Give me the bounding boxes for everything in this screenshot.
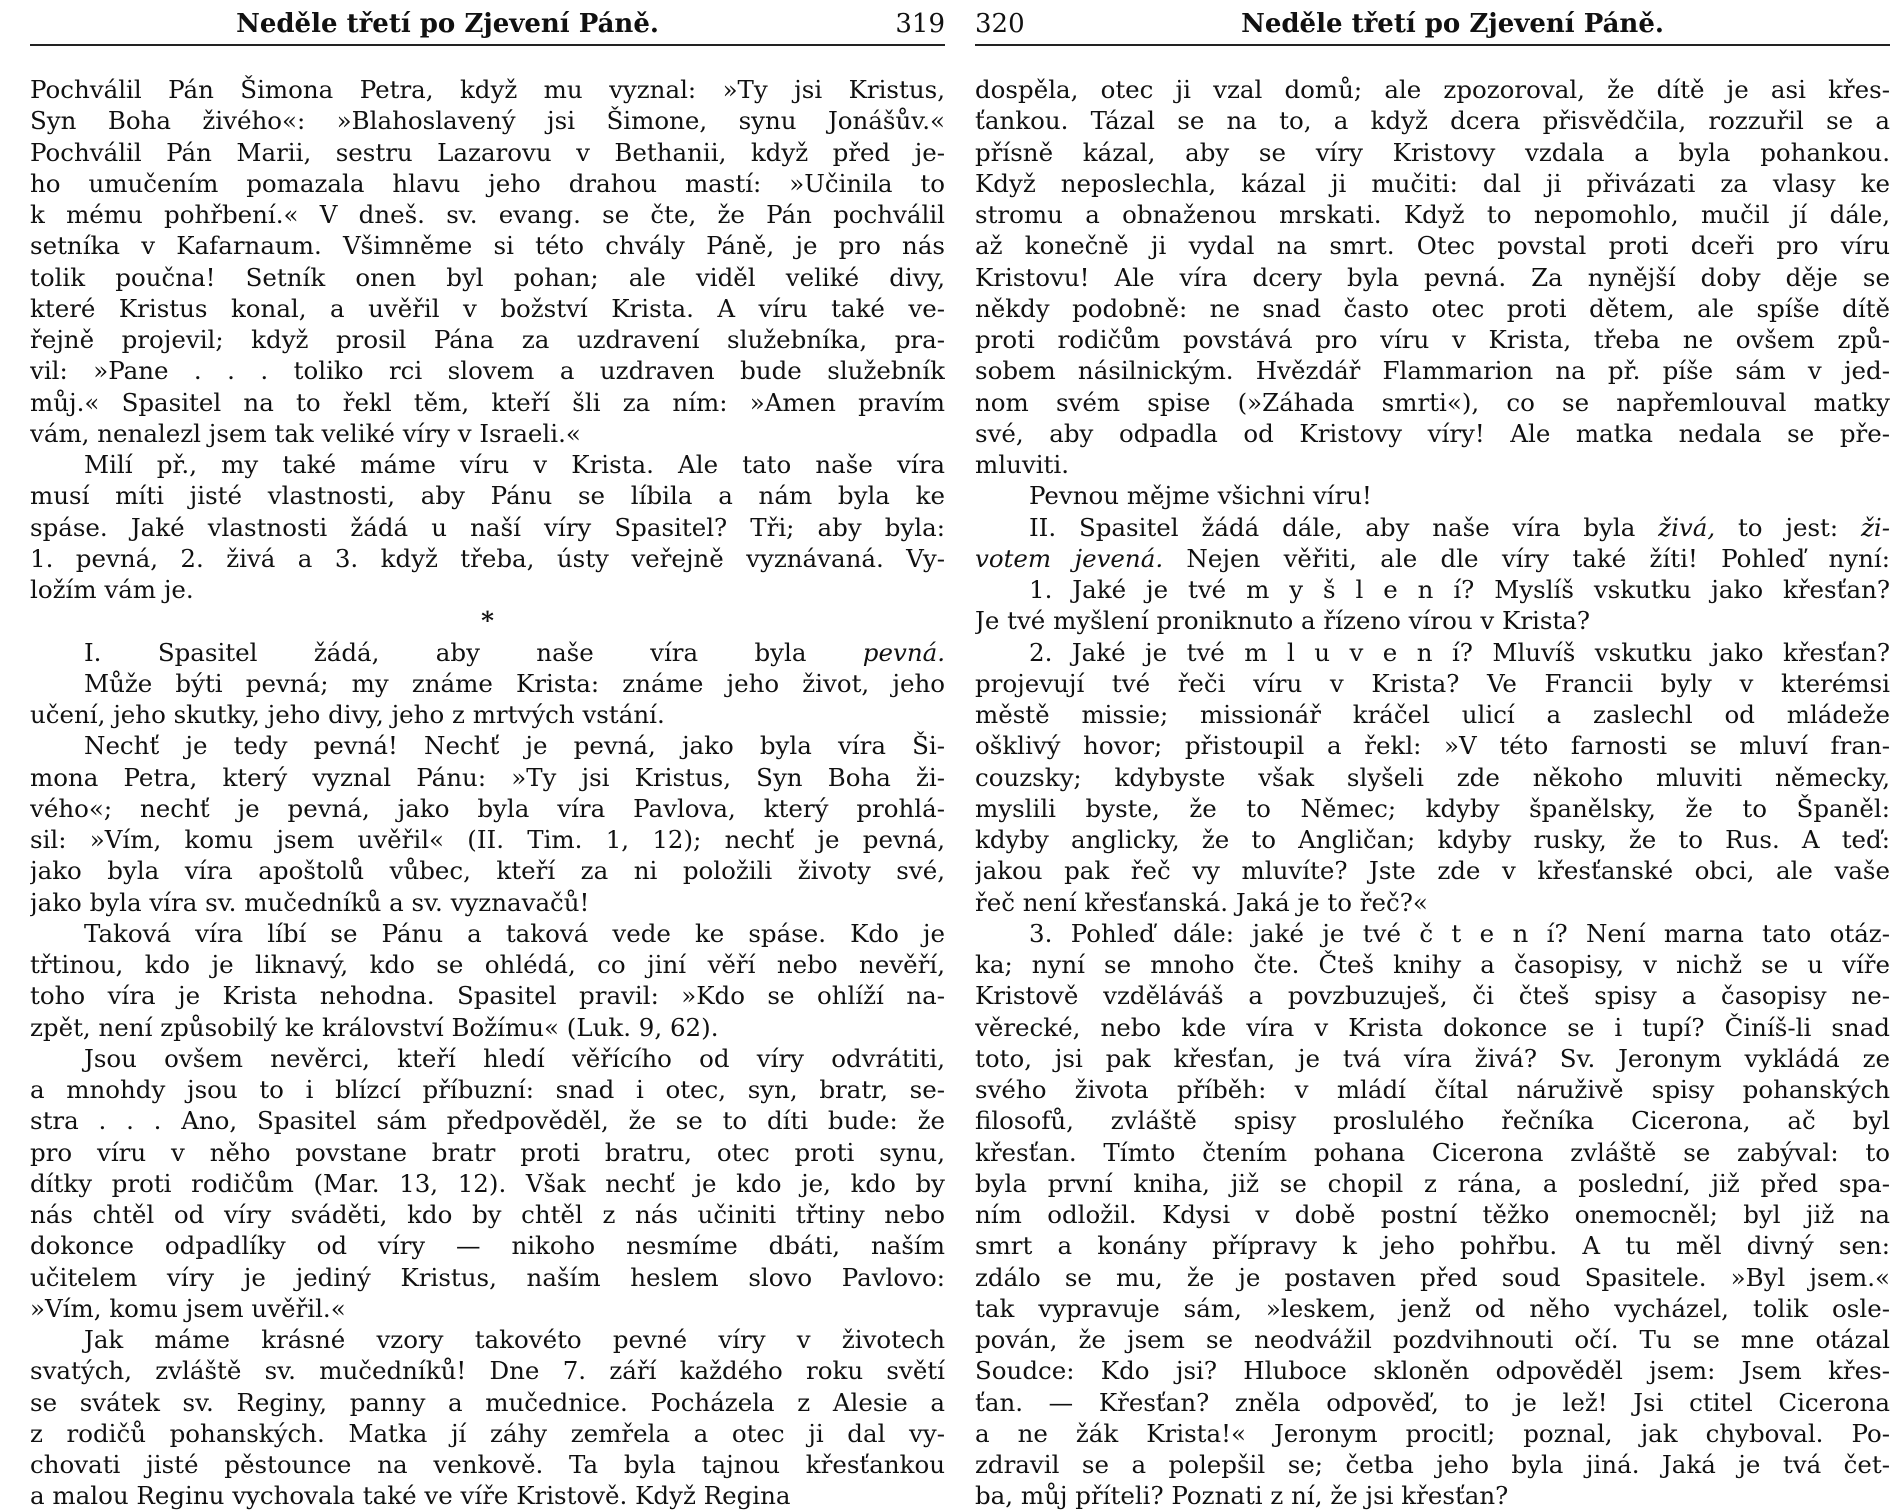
emphasis-text: pevná. xyxy=(862,637,945,667)
line-text: ním odložil. Kdysi v době postní těžko onemocněl; byl již na xyxy=(975,1200,1890,1229)
right-text-line xyxy=(975,387,1890,418)
line-text: jako byla víra sv. mučedníků a sv. vyznavačů! xyxy=(30,887,590,917)
right-text-line xyxy=(975,512,1890,543)
line-text: I. Spasitel žádá, aby naše víra byla xyxy=(84,637,807,667)
line-text: zdravil se a polepšil se; četba jeho byla jiná. Jaká je tvá čet- xyxy=(975,1450,1890,1479)
left-text-line xyxy=(30,199,945,230)
line-text: učení, jeho skutky, jeho divy, jeho z mrtvých vstání. xyxy=(30,700,665,729)
left-text-line xyxy=(30,699,945,730)
left-text-line xyxy=(30,449,945,480)
left-text-line xyxy=(30,1262,945,1293)
line-text: můj.« Spasitel na to řekl těm, kteří šli za ním: »Amen pravím xyxy=(30,387,945,417)
line-text: své, aby odpadla od Kristovy víry! Ale matka nedala se pře- xyxy=(975,418,1890,448)
line-text: třtinou, kdo je liknavý, kdo se ohlédá, co jiní věří nebo nevěří, xyxy=(30,950,945,979)
right-page-body xyxy=(975,74,1890,1512)
left-text-line xyxy=(30,293,945,324)
left-text-line xyxy=(30,1355,945,1386)
right-text-line xyxy=(975,105,1890,136)
line-text: městě missie; missionář kráčel ulicí a zaslechl od mládeže xyxy=(975,700,1890,729)
right-text-line xyxy=(975,793,1890,824)
left-page-body xyxy=(30,74,945,1512)
left-text-line xyxy=(30,1387,945,1418)
right-text-line xyxy=(975,949,1890,980)
line-text: vého«; nechť je pevná, jako byla víra Pavlova, který prohlá- xyxy=(30,793,945,823)
line-text: jakou pak řeč vy mluvíte? Jste zde v křesťanské obci, ale vaše xyxy=(975,856,1890,886)
line-text: ťankou. Tázal se na to, a když dcera přisvědčila, rozzuřil se a xyxy=(975,106,1890,136)
right-text-line xyxy=(975,230,1890,261)
line-text: k mému pohřbení.« V dneš. sv. evang. se čte, že Pán pochválil xyxy=(30,200,945,229)
line-text: votem jevená. xyxy=(975,543,1164,573)
line-text: vil: »Pane . . . toliko rci slovem a uzdraven bude služebník xyxy=(30,356,945,386)
right-text-line xyxy=(975,1449,1890,1480)
left-text-line xyxy=(30,168,945,199)
right-text-line xyxy=(975,449,1890,480)
line-text: ka; nyní se mnoho čte. Čteš knihy a časopisy, v nichž se u víře xyxy=(975,950,1890,979)
right-text-line xyxy=(975,543,1890,574)
left-text-line xyxy=(30,1199,945,1230)
right-text-line xyxy=(975,574,1890,605)
left-text-line xyxy=(30,418,945,449)
line-text: ťan. — Křesťan? zněla odpověď, to je lež! Jsi ctitel Cicerona xyxy=(975,1387,1890,1417)
right-text-line xyxy=(975,168,1890,199)
left-text-line xyxy=(30,605,945,636)
line-text: až konečně ji vydal na smrt. Otec povstal proti dceři pro víru xyxy=(975,231,1890,261)
line-text: sil: »Vím, komu jsem uvěřil« (II. Tim. 1, 12); nechť je pevná, xyxy=(30,825,945,854)
right-text-line xyxy=(975,918,1890,949)
line-text: stra . . . Ano, Spasitel sám předpověděl, že se to díti bude: že xyxy=(30,1106,945,1136)
right-text-line xyxy=(975,1355,1890,1386)
left-text-line xyxy=(30,762,945,793)
line-text: pován, že jsem se neodvážil pozdvihnouti očí. Tu se mne otázal xyxy=(975,1325,1890,1354)
line-text: vám, nenalezl jsem tak veliké víry v Israeli.« xyxy=(30,418,581,448)
left-text-line xyxy=(30,105,945,136)
line-text: toho víra je Krista nehodna. Spasitel pravil: »Kdo se ohlíží na- xyxy=(30,981,945,1011)
right-text-line xyxy=(975,1230,1890,1261)
line-text: svatých, zvláště sv. mučedníků! Dne 7. září každého roku světí xyxy=(30,1356,945,1386)
right-text-line xyxy=(975,855,1890,886)
left-page-title: Neděle třetí po Zjevení Páně. xyxy=(236,9,659,39)
right-text-line xyxy=(975,1324,1890,1355)
line-text: Může býti pevná; my známe Krista: známe jeho život, jeho xyxy=(84,668,945,698)
line-text: jako byla víra apoštolů vůbec, kteří za ni položili životy své, xyxy=(30,856,945,886)
left-text-line xyxy=(30,730,945,761)
line-text: projevují tvé řeči víru v Krista? Ve Francii byly v kterémsi xyxy=(975,668,1890,698)
line-text: věrecké, nebo kde víra v Krista dokonce se i tupí? Činíš-li snad xyxy=(975,1012,1890,1042)
left-text-line xyxy=(30,480,945,511)
right-text-line xyxy=(975,668,1890,699)
right-text-line xyxy=(975,1480,1890,1511)
left-text-line xyxy=(30,262,945,293)
line-text: dospěla, otec ji vzal domů; ale zpozoroval, že dítě je asi křes- xyxy=(975,75,1890,104)
left-text-line xyxy=(30,1480,945,1511)
left-text-line xyxy=(30,1293,945,1324)
line-text: nás chtěl od víry sváděti, kdo by chtěl z nás učiniti třtiny nebo xyxy=(30,1200,945,1229)
left-text-line xyxy=(30,324,945,355)
line-text: Nechť je tedy pevná! Nechť je pevná, jako byla víra Ši- xyxy=(84,731,945,761)
line-text: 3. Pohleď dále: jaké je tvé č t e n í? Není marna tato otáz- xyxy=(1029,918,1890,948)
left-text-line xyxy=(30,512,945,543)
line-text: z rodičů pohanských. Matka jí záhy zemřela a otec ji dal vy- xyxy=(30,1418,945,1448)
left-text-line xyxy=(30,1324,945,1355)
line-text: mona Petra, který vyznal Pánu: »Ty jsi Kristus, Syn Boha ži- xyxy=(30,762,945,792)
left-text-line xyxy=(30,1074,945,1105)
right-text-line xyxy=(975,1418,1890,1449)
line-text: Syn Boha živého«: »Blahoslavený jsi Šimone, synu Jonášův.« xyxy=(30,106,945,136)
line-text: Jak máme krásné vzory takovéto pevné víry v životech xyxy=(84,1325,945,1354)
right-text-line xyxy=(975,293,1890,324)
left-text-line xyxy=(30,980,945,1011)
line-text: Když neposlechla, kázal ji mučiti: dal ji přivázati za vlasy ke xyxy=(975,168,1890,198)
left-text-line xyxy=(30,1230,945,1261)
left-page-number: 319 xyxy=(895,9,945,39)
right-text-line xyxy=(975,355,1890,386)
line-text: mluviti. xyxy=(975,450,1069,479)
line-text: pro víru v něho povstane bratr proti bratru, otec proti synu, xyxy=(30,1137,945,1167)
left-text-line xyxy=(30,1168,945,1199)
line-text: setníka v Kafarnaum. Všimněme si této chvály Páně, je pro nás xyxy=(30,231,945,261)
right-page-title: Neděle třetí po Zjevení Páně. xyxy=(1241,9,1664,39)
line-text: ošklivý hovor; přistoupil a řekl: »V této farnosti se mluví fran- xyxy=(975,731,1890,761)
line-text: zpět, není způsobilý ke království Božímu« (Luk. 9, 62). xyxy=(30,1012,719,1042)
emphasis-text: ži- xyxy=(1838,512,1890,542)
line-text: spáse. Jaké vlastnosti žádá u naší víry Spasitel? Tři; aby byla: xyxy=(30,512,945,542)
right-text-line xyxy=(975,262,1890,293)
line-text: řeč není křesťanská. Jaká je to řeč?« xyxy=(975,887,1428,917)
line-text: sobem násilnickým. Hvězdář Flammarion na př. píše sám v jed- xyxy=(975,356,1890,386)
left-text-line xyxy=(30,1012,945,1043)
right-text-line xyxy=(975,980,1890,1011)
line-text: někdy podobně: ne snad často otec proti dětem, ale spíše dítě xyxy=(975,293,1890,323)
line-text: Kristovu! Ale víra dcery byla pevná. Za nynější doby děje se xyxy=(975,262,1890,292)
right-text-line xyxy=(975,1012,1890,1043)
line-text: 2. Jaké je tvé m l u v e n í? Mluvíš vskutku jako křesťan? xyxy=(1029,637,1890,667)
right-text-line xyxy=(975,1199,1890,1230)
left-text-line xyxy=(30,824,945,855)
left-text-line xyxy=(30,793,945,824)
line-text: svého života příběh: v mládí čítal náruživě spisy pohanských xyxy=(975,1075,1890,1104)
line-text: křesťan. Tímto čtením pohana Cicerona zvláště se zabýval: to xyxy=(975,1137,1890,1167)
line-text: ho umučením pomazala hlavu jeho drahou mastí: »Učinila to xyxy=(30,168,945,198)
line-text: dítky proti rodičům (Mar. 13, 12). Však nechť je kdo je, kdo by xyxy=(30,1168,945,1198)
right-text-line xyxy=(975,480,1890,511)
line-text: a ne žák Krista!« Jeronym procitl; poznal, jak chyboval. Po- xyxy=(975,1418,1890,1448)
line-text: Jsou ovšem nevěrci, kteří hledí věřícího od víry odvrátiti, xyxy=(84,1043,945,1073)
left-text-line xyxy=(30,668,945,699)
right-text-line xyxy=(975,887,1890,918)
line-text: dokonce odpadlíky od víry — nikoho nesmíme dbáti, naším xyxy=(30,1231,945,1261)
left-text-line xyxy=(30,855,945,886)
line-text: smrt a konány přípravy k jeho pohřbu. A tu měl divný sen: xyxy=(975,1231,1890,1261)
line-text: které Kristus konal, a uvěřil v božství Krista. A víru také ve- xyxy=(30,293,945,323)
line-text: učitelem víry je jediný Kristus, naším heslem slovo Pavlovo: xyxy=(30,1262,945,1292)
right-page xyxy=(975,0,1890,1511)
line-text: Pochválil Pán Marii, sestru Lazarovu v Bethanii, když před je- xyxy=(30,137,945,167)
left-text-line xyxy=(30,574,945,605)
line-text: řejně projevil; když prosil Pána za uzdravení služebníka, pra- xyxy=(30,325,945,354)
left-text-line xyxy=(30,543,945,574)
left-text-line xyxy=(30,1105,945,1136)
line-text-continued: Nejen věřiti, ale dle víry také žíti! Pohleď nyní: xyxy=(1163,543,1890,573)
line-text: Pevnou mějme všichni víru! xyxy=(1029,481,1372,511)
line-text: přísně kázal, aby se víry Kristovy vzdala a byla pohankou. xyxy=(975,137,1890,167)
left-text-line xyxy=(30,1418,945,1449)
right-text-line xyxy=(975,605,1890,636)
right-text-line xyxy=(975,762,1890,793)
left-text-line xyxy=(30,949,945,980)
right-text-line xyxy=(975,1137,1890,1168)
left-text-line xyxy=(30,137,945,168)
line-text: musí míti jisté vlastnosti, aby Pánu se líbila a nám byla ke xyxy=(30,481,945,511)
left-page-header xyxy=(30,4,945,46)
right-page-number: 320 xyxy=(975,9,1025,39)
line-text: * xyxy=(481,606,494,636)
right-text-line xyxy=(975,137,1890,168)
left-text-line xyxy=(30,1043,945,1074)
line-text: Milí př., my také máme víru v Krista. Ale tato naše víra xyxy=(84,450,945,479)
line-text: 1. Jaké je tvé m y š l e n í? Myslíš vskutku jako křesťan? xyxy=(1029,575,1890,604)
right-text-line xyxy=(975,730,1890,761)
left-text-line xyxy=(30,887,945,918)
line-text-continued: to jest: xyxy=(1715,512,1839,542)
right-text-line xyxy=(975,324,1890,355)
right-text-line xyxy=(975,699,1890,730)
line-text: filosofů, zvláště spisy proslulého řečníka Cicerona, ač byl xyxy=(975,1106,1890,1136)
line-text: zdálo se mu, že je postaven před soud Spasitele. »Byl jsem.« xyxy=(975,1262,1890,1292)
line-text: ložím vám je. xyxy=(30,575,194,604)
line-text: se svátek sv. Reginy, panny a mučednice. Pocházela z Alesie a xyxy=(30,1387,945,1417)
line-text: ba, můj příteli? Poznati z ní, že jsi křesťan? xyxy=(975,1481,1509,1511)
line-text: a mnohdy jsou to i blízcí příbuzní: snad i otec, syn, bratr, se- xyxy=(30,1075,945,1104)
line-text: couzsky; kdybyste však slyšeli zde někoho mluviti německy, xyxy=(975,762,1890,792)
line-text: Je tvé myšlení proniknuto a řízeno vírou v Krista? xyxy=(975,606,1591,636)
left-text-line xyxy=(30,1449,945,1480)
line-text: tolik poučna! Setník onen byl pohan; ale viděl veliké divy, xyxy=(30,262,945,292)
line-text: nom svém spise (»Záhada smrti«), co se napřemlouval matky xyxy=(975,387,1890,417)
line-text: »Vím, komu jsem uvěřil.« xyxy=(30,1293,346,1323)
left-page xyxy=(30,0,945,1511)
right-text-line xyxy=(975,1105,1890,1136)
line-text: II. Spasitel žádá dále, aby naše víra byla xyxy=(1029,512,1636,542)
left-text-line xyxy=(30,1137,945,1168)
right-page-header xyxy=(975,4,1890,46)
line-text: Taková víra líbí se Pánu a taková vede ke spáse. Kdo je xyxy=(84,918,945,948)
line-text: chovati jisté pěstounce na venkově. Ta byla tajnou křesťankou xyxy=(30,1450,945,1479)
line-text: kdyby anglicky, že to Angličan; kdyby rusky, že to Rus. A teď: xyxy=(975,825,1890,854)
line-text: 1. pevná, 2. živá a 3. když třeba, ústy veřejně vyznávaná. Vy- xyxy=(30,543,945,573)
right-text-line xyxy=(975,824,1890,855)
line-text: stromu a obnaženou mrskati. Když to nepomohlo, mučil jí dále, xyxy=(975,200,1890,229)
right-text-line xyxy=(975,199,1890,230)
left-text-line xyxy=(30,637,945,668)
line-text: tak vypravuje sám, »leskem, jenž od něho vycházel, tolik osle- xyxy=(975,1293,1890,1323)
right-text-line xyxy=(975,1168,1890,1199)
line-text: Pochválil Pán Šimona Petra, když mu vyznal: »Ty jsi Kristus, xyxy=(30,75,945,104)
left-text-line xyxy=(30,918,945,949)
left-text-line xyxy=(30,230,945,261)
left-text-line xyxy=(30,74,945,105)
line-text: toto, jsi pak křesťan, je tvá víra živá? Sv. Jeronym vykládá ze xyxy=(975,1043,1890,1073)
right-text-line xyxy=(975,637,1890,668)
right-text-line xyxy=(975,1293,1890,1324)
line-text: Kristově vzděláváš a povzbuzuješ, či čteš spisy a časopisy ne- xyxy=(975,981,1890,1011)
right-text-line xyxy=(975,1043,1890,1074)
line-text: byla první kniha, již se chopil z rána, a poslední, již před spa- xyxy=(975,1168,1890,1198)
right-text-line xyxy=(975,418,1890,449)
right-text-line xyxy=(975,74,1890,105)
left-text-line xyxy=(30,387,945,418)
right-text-line xyxy=(975,1262,1890,1293)
right-text-line xyxy=(975,1074,1890,1105)
line-text: a malou Reginu vychovala také ve víře Kristově. Když Regina xyxy=(30,1481,791,1511)
left-text-line xyxy=(30,355,945,386)
line-text: Soudce: Kdo jsi? Hluboce skloněn odpověděl jsem: Jsem křes- xyxy=(975,1356,1890,1386)
right-text-line xyxy=(975,1387,1890,1418)
line-text: myslili byste, že to Němec; kdyby španělsky, že to Španěl: xyxy=(975,793,1890,823)
line-text: proti rodičům povstává pro víru v Krista, třeba ne ovšem způ- xyxy=(975,325,1890,354)
emphasis-text: živá, xyxy=(1658,512,1716,542)
